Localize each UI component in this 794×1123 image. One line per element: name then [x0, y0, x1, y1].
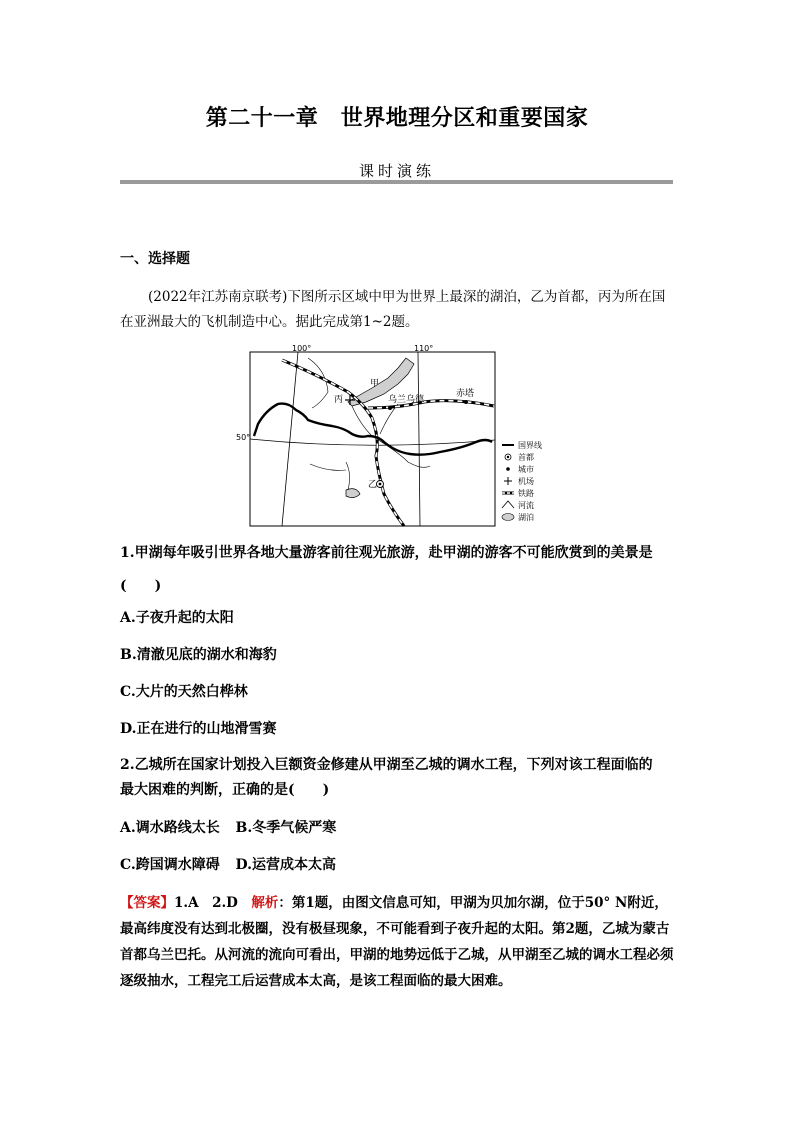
legend-label-river: 河流: [518, 501, 534, 510]
label-yi: 乙: [368, 480, 378, 490]
lon-label-110: 110°: [414, 344, 434, 353]
q2-option-d: D.运营成本太高: [235, 857, 337, 873]
region-map: [236, 344, 548, 528]
q2-options-row-1: [120, 817, 336, 837]
analysis-text: ：第1题，由图文信息可知，甲湖为贝加尔湖，位于50° N附近，最高纬度没有达到北极圈，没有极昼现象，不可能看到子夜升起的太阳。第2题，乙城为蒙古首都乌兰巴托。从河流的流向可看出，甲湖的地势远低于乙城，从甲湖至乙城的调水工程必须逐级抽水，工程完工后运营成本太高，是该工程面临的最大困难。: [120, 895, 674, 989]
question-2-stem-line1: 2.乙城所在国家计划投入巨额资金修建从甲湖至乙城的调水工程，下列对该工程面临的: [120, 757, 653, 773]
question-2-stem-line2: 最大困难的判断，正确的是( ): [120, 782, 330, 798]
capital-yi-symbol-inner: [379, 483, 382, 486]
question-1-stem-line2: ( ): [120, 578, 162, 594]
label-jia: 甲: [370, 379, 380, 389]
legend-airport-icon: [504, 477, 512, 485]
label-bing: 丙: [334, 395, 344, 405]
legend-label-capital: 首都: [518, 453, 534, 462]
legend-lake-icon: [502, 514, 514, 521]
legend-label-lake: 湖泊: [518, 513, 534, 522]
answer-label: 【答案】: [120, 895, 174, 911]
title-divider: [120, 180, 673, 184]
page-title: 第二十一章 世界地理分区和重要国家: [205, 105, 589, 131]
city-chita-symbol: [464, 400, 468, 404]
q2-option-b: B.冬季气候严寒: [235, 820, 337, 836]
lon-label-100: 100°: [292, 344, 312, 353]
question-intro: (2022年江苏南京联考)下图所示区域中甲为世界上最深的湖泊，乙为首都，丙为所在国在亚洲最大的飞机制造中心。据此完成第1~2题。: [120, 289, 666, 330]
q1-option-d: D.正在进行的山地滑雪赛: [120, 721, 277, 737]
label-chita: 赤塔: [456, 389, 475, 399]
answer-keys: 1.A 2.D: [174, 895, 238, 911]
legend-city-icon: [506, 467, 510, 471]
legend-river-icon: [502, 501, 514, 508]
q1-option-b: B.清澈见底的湖水和海豹: [120, 647, 277, 663]
label-ulan-ude: 乌兰乌德: [388, 395, 425, 405]
section-heading: 一、选择题: [120, 251, 190, 267]
q2-option-a: A.调水路线太长: [120, 820, 220, 836]
city-ulan-ude-symbol: [388, 406, 392, 410]
question-1-stem: [120, 541, 676, 599]
q2-option-c: C.跨国调水障碍: [120, 857, 220, 873]
lat-label-50: 50°: [236, 433, 251, 442]
answer-block: [120, 890, 676, 994]
q1-option-a: A.子夜升起的太阳: [120, 610, 234, 626]
map-legend: [502, 440, 542, 522]
analysis-label: 解析: [251, 895, 279, 911]
legend-label-border: 国界线: [518, 441, 542, 450]
legend-label-railway: 铁路: [518, 489, 534, 498]
question-2-stem: [120, 753, 676, 803]
page-subtitle: 课时演练: [358, 162, 435, 180]
question-1-stem-line1: 1.甲湖每年吸引世界各地大量游客前往观光旅游，赴甲湖的游客不可能欣赏到的美景是: [120, 545, 653, 561]
q1-option-c: C.大片的天然白桦林: [120, 684, 248, 700]
legend-label-airport: 机场: [518, 477, 534, 486]
q2-options-row-2: [120, 854, 336, 874]
legend-label-city: 城市: [518, 465, 534, 474]
